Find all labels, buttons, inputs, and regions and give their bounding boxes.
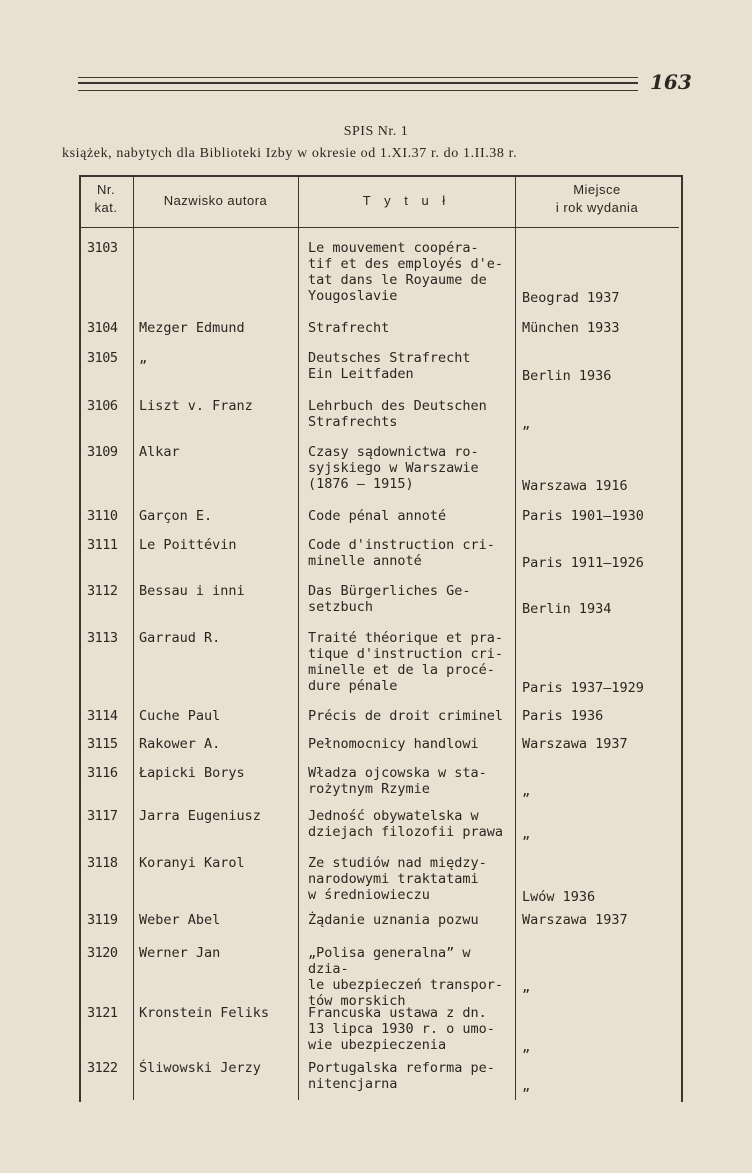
top-rule-lower [78,90,638,91]
book-title: Code d'instruction cri- minelle annoté [308,537,495,569]
book-title: Code pénal annoté [308,508,447,524]
book-title: Ze studiów nad między- narodowymi traktatami w średniowieczu [308,855,487,903]
publication-place-year: Warszawa 1916 [522,478,628,494]
book-title: Deutsches Strafrecht Ein Leitfaden [308,350,471,382]
publication-place-year: Warszawa 1937 [522,912,628,928]
top-rule [78,77,638,78]
column-divider [298,175,299,1100]
publication-place-year: Paris 1911—1926 [522,555,644,571]
book-title: Portugalska reforma pe- nitencjarna [308,1060,495,1092]
author-name: Werner Jan [139,945,221,961]
book-title: Żądanie uznania pozwu [308,912,479,928]
catalog-number: 3117 [87,808,118,824]
catalog-number: 3122 [87,1060,118,1076]
book-title: Pełnomocnicy handlowi [308,736,479,752]
header-title: T y t u ł [362,193,451,208]
header-place: Miejsce i rok wydania [555,182,639,215]
book-title: Das Bürgerliches Ge- setzbuch [308,583,471,615]
publication-place-year: Berlin 1934 [522,601,612,617]
book-title: Précis de droit criminel [308,708,504,724]
author-name: Cuche Paul [139,708,221,724]
publication-place-year: „ [522,1078,531,1094]
publication-place-year: „ [522,783,531,799]
author-name: Liszt v. Franz [139,398,253,414]
catalog-number: 3121 [87,1005,118,1021]
catalog-number: 3118 [87,855,118,871]
top-rule-thick [78,82,638,84]
header-divider [79,227,679,228]
book-title: Francuska ustawa z dn. 13 lipca 1930 r. o umo- wie ubezpieczenia [308,1005,495,1053]
catalog-number: 3112 [87,583,118,599]
catalog-number: 3103 [87,240,118,256]
publication-place-year: „ [522,416,531,432]
catalog-number: 3109 [87,444,118,460]
header-author: Nazwisko autora [163,193,268,208]
list-subtitle: książek, nabytych dla Biblioteki Izby w okresie od 1.XI.37 r. do 1.II.38 r. [62,146,518,161]
publication-place-year: Lwów 1936 [522,889,596,905]
catalog-number: 3105 [87,350,118,366]
publication-place-year: Beograd 1937 [522,290,620,306]
author-name: Weber Abel [139,912,221,928]
publication-place-year: Paris 1936 [522,708,604,724]
book-title: Traité théorique et pra- tique d'instruction cri- minelle et de la procé- dure pénale [308,630,504,694]
author-name: Rakower A. [139,736,221,752]
publication-place-year: Berlin 1936 [522,368,612,384]
catalog-number: 3111 [87,537,118,553]
book-title: „Polisa generalna” w dzia- le ubezpieczeń transpor- tów morskich [308,945,504,1009]
book-title: Jedność obywatelska w dziejach filozofii prawa [308,808,504,840]
catalog-number: 3110 [87,508,118,524]
page-number: 163 [650,70,692,94]
publication-place-year: „ [522,1039,531,1055]
catalog-number: 3106 [87,398,118,414]
header-nr: Nr. kat. [94,182,118,215]
author-name: Jarra Eugeniusz [139,808,261,824]
publication-place-year: Warszawa 1937 [522,736,628,752]
publication-place-year: „ [522,826,531,842]
catalog-number: 3120 [87,945,118,961]
book-title: Strafrecht [308,320,390,336]
catalog-number: 3114 [87,708,118,724]
book-title: Le mouvement coopéra- tif et des employés d'e- tat dans le Royaume de Yougoslavie [308,240,504,304]
column-divider [133,175,134,1100]
catalog-number: 3119 [87,912,118,928]
book-title: Władza ojcowska w sta- rożytnym Rzymie [308,765,487,797]
author-name: Garraud R. [139,630,221,646]
author-name: Alkar [139,444,180,460]
catalog-number: 3104 [87,320,118,336]
catalog-number: 3113 [87,630,118,646]
author-name: Śliwowski Jerzy [139,1060,261,1076]
list-title: SPIS Nr. 1 [343,124,409,139]
author-name: Garçon E. [139,508,213,524]
author-name: Bessau i inni [139,583,245,599]
catalog-number: 3115 [87,736,118,752]
column-divider [515,175,516,1100]
publication-place-year: Paris 1901—1930 [522,508,644,524]
author-name: „ [139,350,148,366]
author-name: Mezger Edmund [139,320,245,336]
publication-place-year: Paris 1937—1929 [522,680,644,696]
catalog-number: 3116 [87,765,118,781]
book-title: Czasy sądownictwa ro- syjskiego w Warszawie (1876 — 1915) [308,444,479,492]
author-name: Kronstein Feliks [139,1005,270,1021]
author-name: Łapicki Borys [139,765,245,781]
publication-place-year: „ [522,979,531,995]
book-title: Lehrbuch des Deutschen Strafrechts [308,398,487,430]
publication-place-year: München 1933 [522,320,620,336]
author-name: Koranyi Karol [139,855,245,871]
author-name: Le Poittévin [139,537,237,553]
